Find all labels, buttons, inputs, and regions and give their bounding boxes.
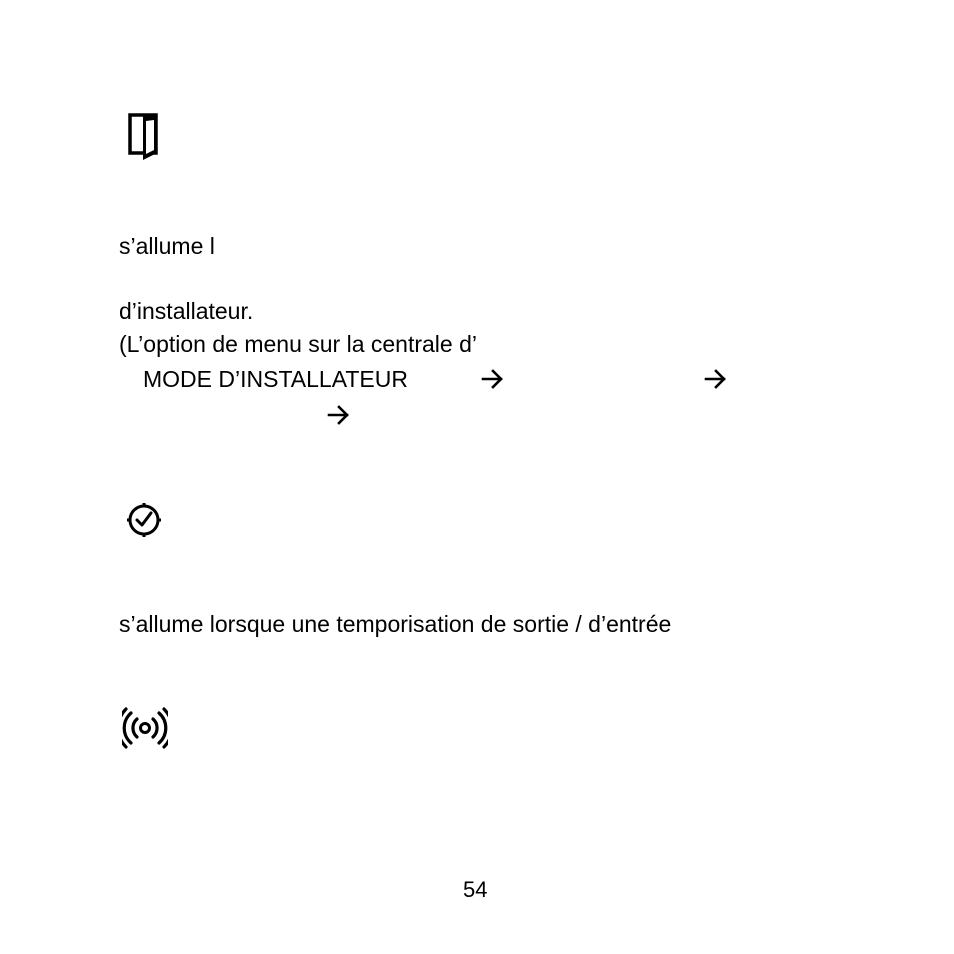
section-1-line-1: s’allume l [119, 233, 215, 259]
timer-icon [125, 502, 163, 538]
arrow-right-icon [481, 368, 505, 390]
door-icon [128, 112, 160, 162]
section-2-line-1: s’allume lorsque une temporisation de sortie / d’entrée [119, 611, 672, 637]
arrow-right-icon [704, 368, 728, 390]
page-number: 54 [463, 877, 488, 902]
signal-icon [122, 707, 168, 749]
arrow-right-icon [327, 404, 351, 426]
section-1-line-3: (L’option de menu sur la centrale d’ [119, 331, 477, 357]
section-1-line-2: d’installateur. [119, 298, 254, 324]
section-1-line-4: MODE D’INSTALLATEUR [143, 366, 408, 392]
